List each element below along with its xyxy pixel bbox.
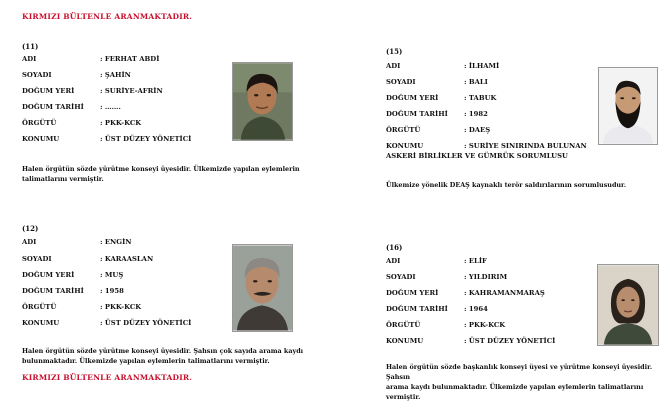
footer-red-notice: KIRMIZI BÜLTENLE ARANMAKTADIR.: [22, 373, 193, 382]
person-photo: [597, 264, 659, 346]
person-photo: [232, 62, 293, 141]
person-description: Halen örgütün sözde yürütme konseyi üyesidir. Şahsın çok sayıda arama kaydı bulunmaktadır. Ülkemizde yapılan eylemlerin talimatlarını vermiştir.: [22, 347, 304, 365]
person-description: Halen örgütün sözde yürütme konseyi üyesidir. Ülkemizde yapılan eylemlerin talimatlarını vermiştir.: [22, 165, 300, 183]
person-card-12: (12) ADI : ENGİN SOYADI : KARAASLAN DOĞUM YERİ : MUŞ DOĞUM TARİHİ : 1958 ÖRGÜTÜ : PKK-KCK KONUMU : ÜST DÜZEY YÖNETİCİ Halen örgütün sözde yürütme konseyi üyesidir. Şahsın çok sayıda arama kaydı bulunmaktadır. Ülkemizde yapılan eylemlerin talimatlarını vermiştir.: [22, 224, 322, 364]
person-photo: [598, 67, 658, 145]
person-number: (12): [22, 224, 39, 233]
person-description: Ülkemize yönelik DEAŞ kaynaklı terör saldırılarının sorumlusudur.: [386, 181, 627, 189]
field-konumu-extra: ASKERİ BİRLİKLER VE GÜMRÜK SORUMLUSU: [386, 152, 568, 160]
portrait-photo-woman: [598, 265, 658, 345]
person-number: (15): [386, 47, 403, 56]
person-card-16: (16) ADI : ELİF SOYADI : YILDIRIM DOĞUM YERİ : KAHRAMANMARAŞ DOĞUM TARİHİ : 1964 ÖRGÜTÜ : PKK-KCK KONUMU : ÜST DÜZEY YÖNETİCİ Halen örgütün sözde başkanlık konseyi üyesi ve yürütme konseyi üyesidir. Şahsın arama kaydı bulunmaktadır. Ülkemizde yapılan eylemlerin talimatlarını vermiştir.: [386, 243, 668, 403]
person-photo: [232, 244, 293, 332]
person-card-11: (11) ADI : FERHAT ABDİ SOYADI : ŞAHİN DOĞUM YERİ : SURİYE-AFRİN DOĞUM TARİHİ : ……. ÖRGÜTÜ : PKK-KCK KONUMU : ÜST DÜZEY YÖNETİCİ Halen örgütün sözde yürütme konseyi üyesidir. Ülkemizde yapılan eylemlerin talimatlarını vermiştir.: [22, 42, 312, 192]
header-red-notice: KIRMIZI BÜLTENLE ARANMAKTADIR.: [22, 12, 193, 21]
person-number: (16): [386, 243, 403, 252]
person-number: (11): [22, 42, 39, 51]
person-description: Halen örgütün sözde başkanlık konseyi üyesi ve yürütme konseyi üyesidir. Şahsın arama kaydı bulunmaktadır. Ülkemizde yapılan eylemlerin talimatlarını vermiştir.: [386, 363, 653, 401]
portrait-photo-man-dark-hair: [233, 63, 292, 140]
person-card-15: (15) ADI : İLHAMİ SOYADI : BALI DOĞUM YERİ : TABUK DOĞUM TARİHİ : 1982 ÖRGÜTÜ : DAEŞ KONUMU : SURİYE SINIRINDA BULUNAN ASKERİ BİRLİKLER VE GÜMRÜK SORUMLUSU Ülkemize yönelik DEAŞ kaynaklı terör saldırılarının sorumlusudur.: [386, 47, 666, 197]
portrait-photo-man-grey-hair-mustache: [233, 245, 292, 331]
portrait-photo-man-beard: [599, 68, 657, 144]
